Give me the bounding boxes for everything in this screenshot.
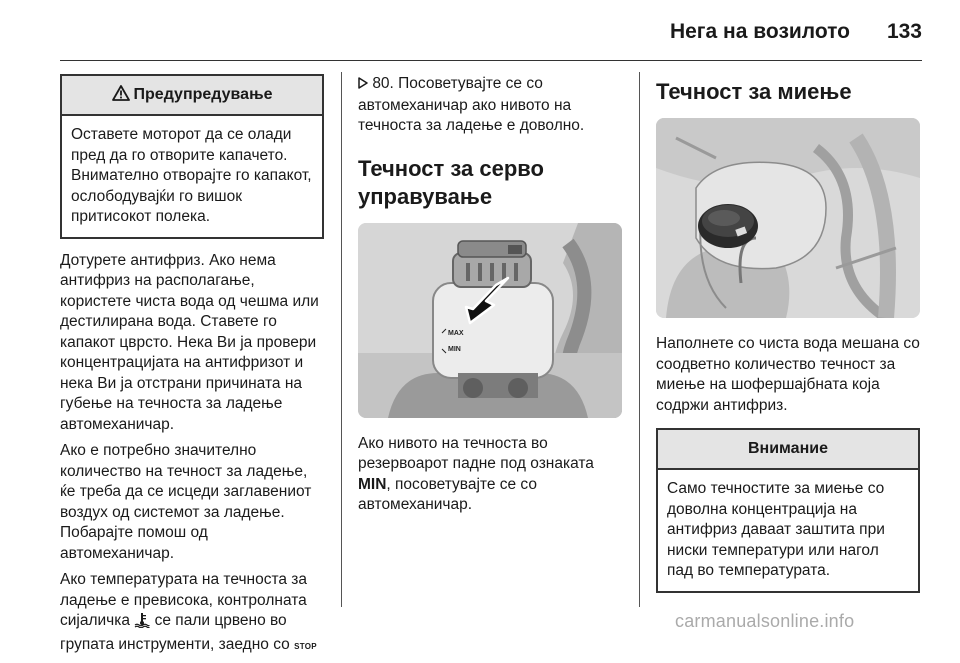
section-title-power-steering: Течност за серво управување [358,155,544,209]
coolant-temperature-icon [134,612,150,635]
column-3 [656,74,920,593]
paragraph-temperature [60,570,324,657]
column-1 [60,74,324,663]
header-rule [60,60,922,61]
notice-text: Само течностите за миење со доволна концентрација на антифриз даваат заштита при ниски температури или нагол пад во температурата. [667,480,885,579]
paragraph-washer-fluid: Наполнете со чиста вода мешана со соодветно количество течност за миење на шофершајбната која содржи антифриз. [656,335,920,414]
column-divider-2 [639,72,640,607]
footer-watermark[interactable]: carmanualsonline.info [675,611,855,631]
column-divider-1 [341,72,342,607]
power-steering-text-1: Ако нивото на течноста во резервоарот падне под ознаката [358,434,594,472]
power-steering-text-2: , посоветувајте се со автомеханичар. [358,475,537,513]
min-label: MIN [358,475,387,493]
warning-heading [62,76,322,116]
min-mark-label: MIN [448,345,461,353]
page-number: 133 [886,20,922,43]
column-2 [358,74,624,522]
power-steering-reservoir-image [358,223,622,418]
header-title: Нега на возилото [669,20,850,43]
washer-fluid-reservoir-image [656,118,920,318]
notice-heading: Внимание [658,430,918,470]
max-mark-label: MAX [448,329,464,337]
paragraph-antifreeze: Дотурете антифриз. Ако нема антифриз на располагање, користете чиста вода од чешма или дестилирана вода. Ставете го капакот цврсто. Нека Ви ја провери концентрацијата на антифризот и нека Ви ја отстрани причината на губење на течноста за ладење автомеханичар. [60,251,319,433]
section-title-washer-fluid: Течност за миење [656,79,852,104]
reference-arrow-icon [358,75,368,96]
warning-text: Оставете моторот да се олади пред да го отворите капачето. Внимателно отворајте го капакот, ослободувајќи го вишок притисокот полека. [71,126,312,225]
paragraph-bleed-air: Ако е потребно значително количество на течност за ладење, ќе треба да се исцеди заглавениот воздух од системот за ладење. Побарајте помош од автомеханичар. [60,442,312,562]
notice-box [656,428,920,593]
paragraph-reference [358,74,624,137]
stop-symbol-label: STOP [294,641,317,651]
warning-heading-text: Предупредување [133,86,273,103]
paragraph-power-steering [358,434,624,516]
temperature-text-2: се пали црвено во групата инструменти, заедно со [60,612,290,653]
warning-triangle-icon [112,78,130,116]
temperature-text-1: Ако температурата на течноста за ладење е превисока, контролната сијаличка [60,571,308,629]
warning-box [60,74,324,239]
reference-text: 80. Посоветувајте се со автомеханичар ако нивото на течноста за ладење е доволно. [358,75,585,134]
